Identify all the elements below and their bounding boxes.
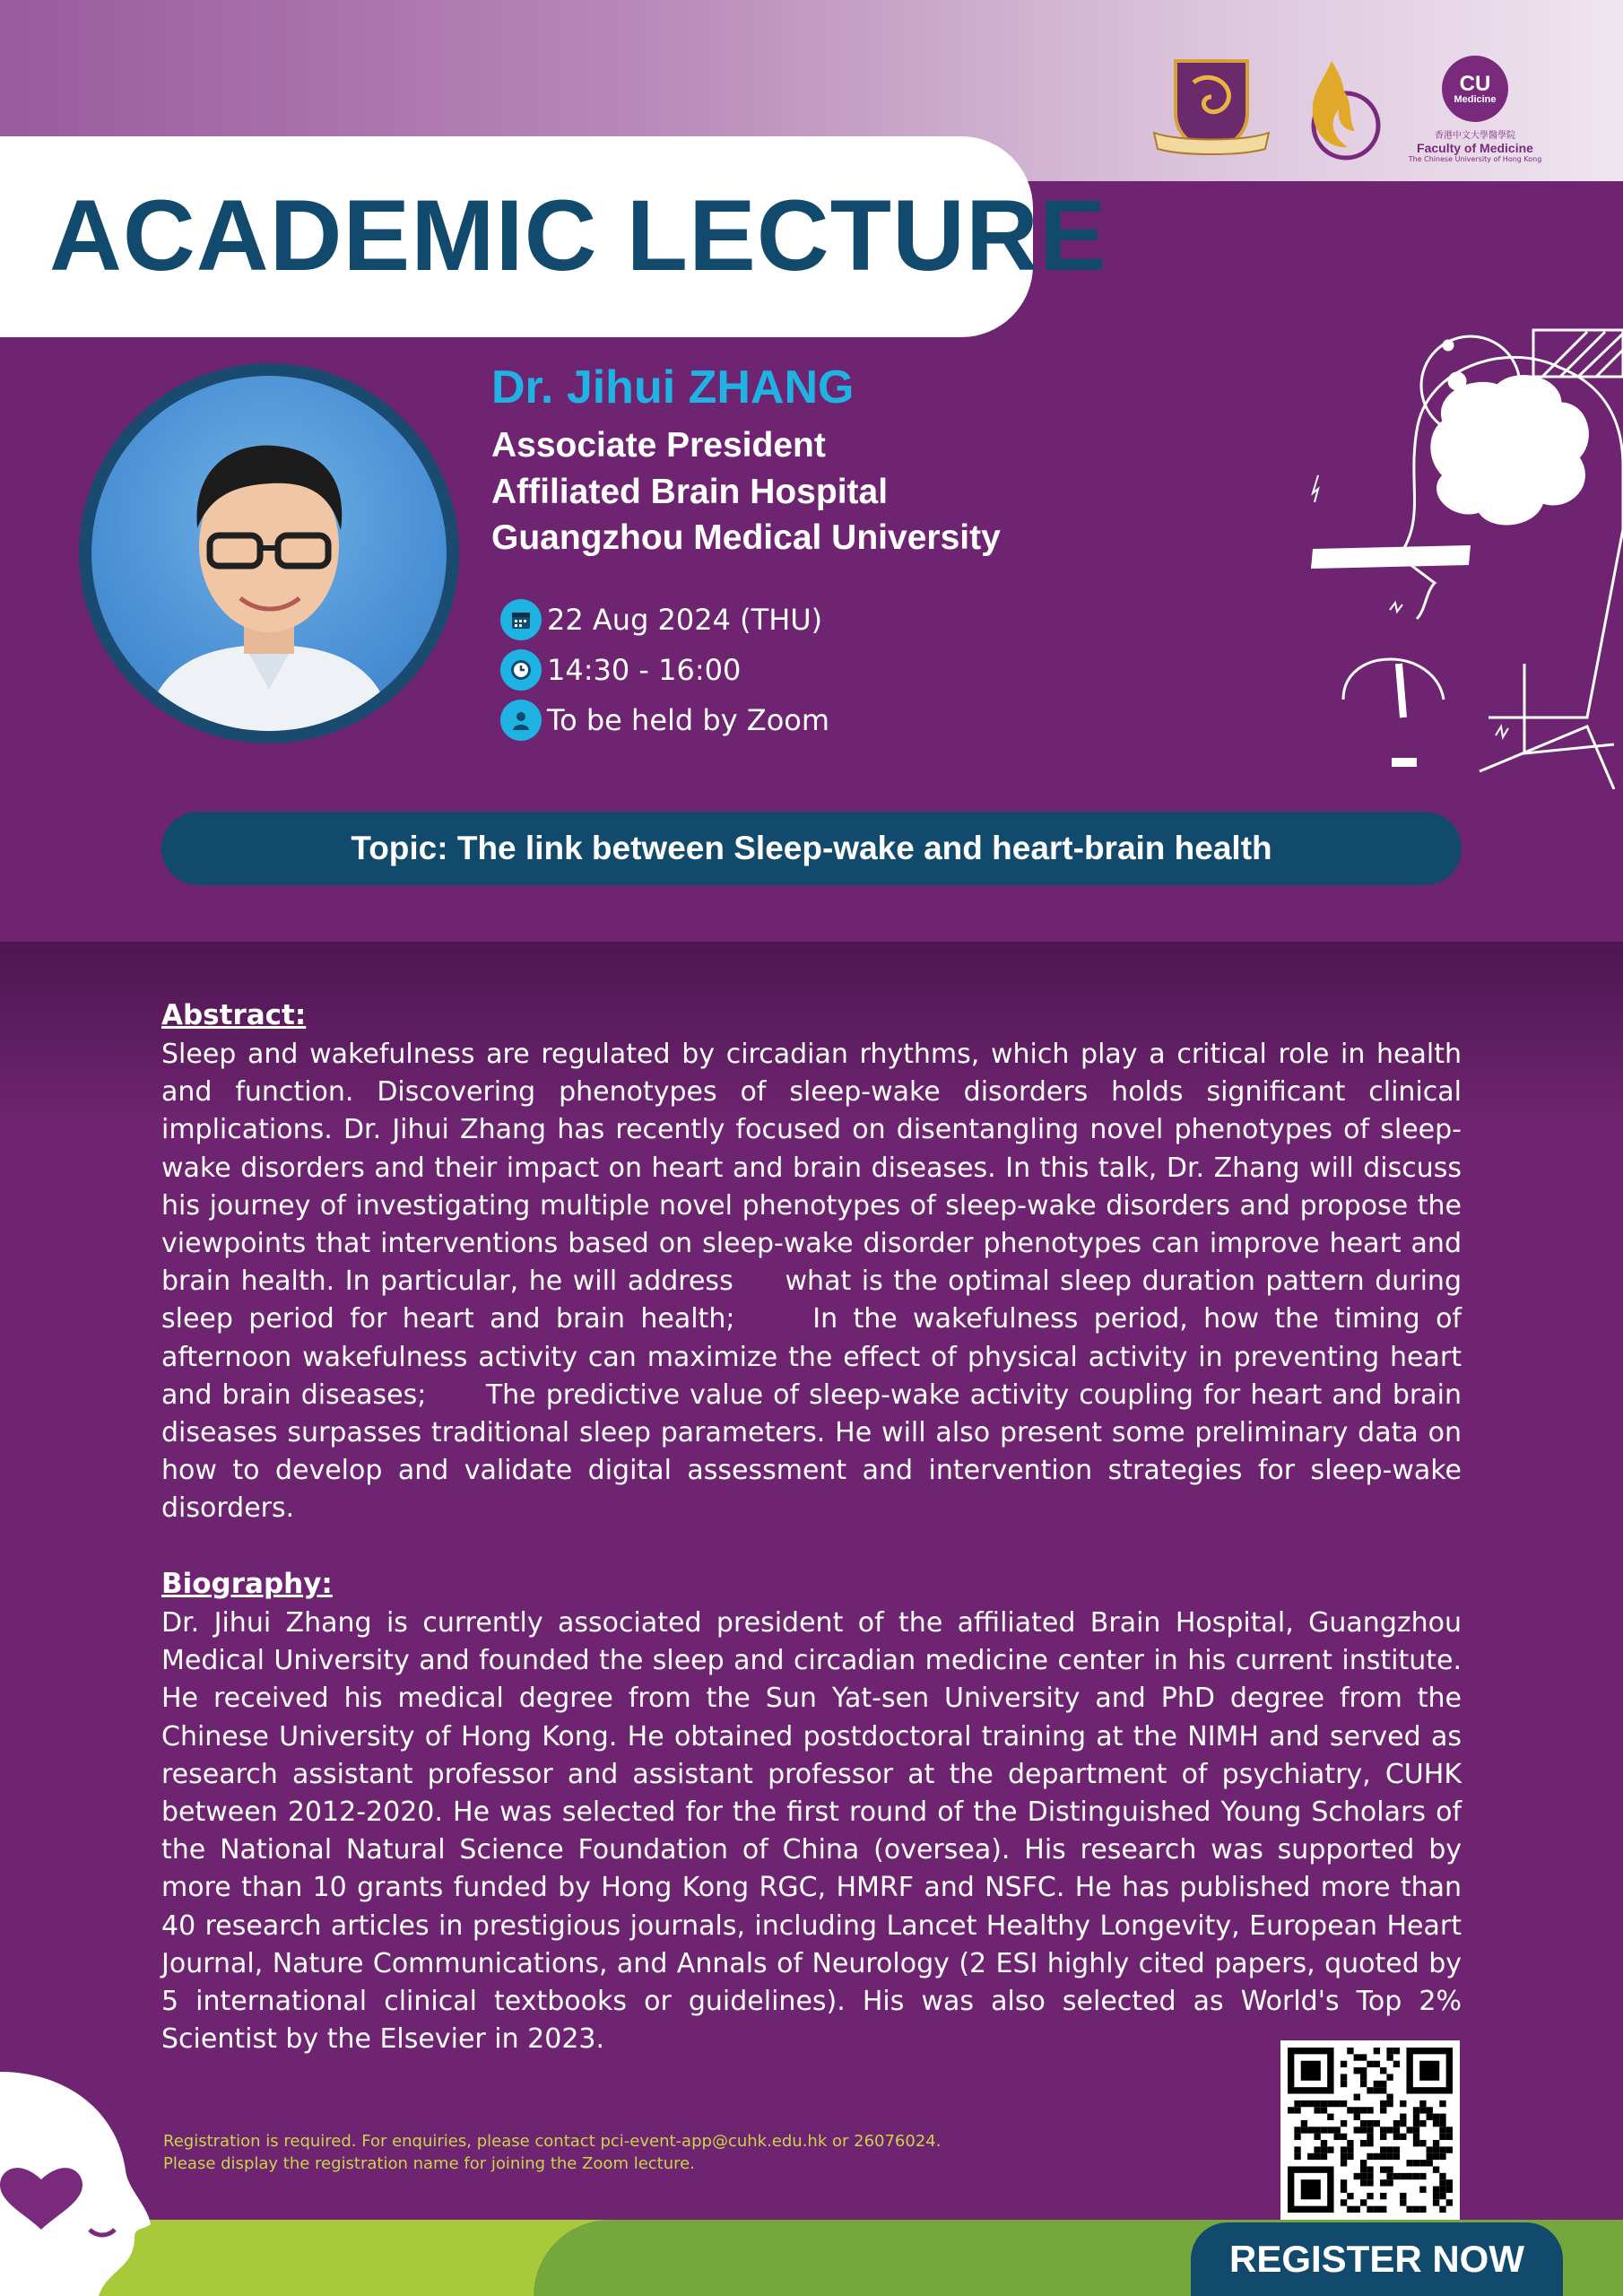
event-date: 22 Aug 2024 (THU)	[547, 603, 823, 637]
cu-badge-big: CU	[1459, 71, 1491, 96]
speaker-organization-1: Affiliated Brain Hospital	[491, 473, 889, 511]
speaker-organization-2: Guangzhou Medical University	[491, 518, 1001, 557]
event-venue: To be held by Zoom	[547, 703, 830, 737]
brain-head-illustration-icon	[1291, 323, 1623, 789]
speaker-photo-frame	[79, 363, 459, 744]
event-venue-row	[500, 700, 829, 741]
qr-code-icon	[1288, 2048, 1453, 2213]
register-now-button[interactable]	[1191, 2222, 1563, 2296]
cu-faculty-name: Faculty of Medicine	[1417, 141, 1533, 155]
biography-text: Dr. Jihui Zhang is currently associated president of the affiliated Brain Hospital, Guangzhou Medical University and founded the sleep and circadian medicine center in his current institute. He received his medical degree from the Sun Yat-sen University and PhD degree from the Chinese University of Hong Kong. He obtained postdoctoral training at the NIMH and served as research assistant professor and assistant professor at the department of psychiatry, CUHK between 2012-2020. He was selected for the first round of the Distinguished Young Scholars of the National Natural Science Foundation of China (oversea). His research was supported by more than 10 grants funded by Hong Kong RGC, HMRF and NSFC. He has published more than 40 research articles in prestigious journals, including Lancet Healthy Longevity, European Heart Journal, Nature Communications, and Annals of Neurology (2 ESI highly cited papers, quoted by 5 international clinical textbooks or guidelines). His was also selected as World's Top 2% Scientist by the Elsevier in 2023.	[161, 1607, 1462, 2056]
logo-group	[1150, 56, 1542, 172]
abstract-heading: Abstract:	[161, 999, 307, 1031]
registration-note-line-2: Please display the registration name for joining the Zoom lecture.	[163, 2154, 695, 2173]
topic-text: Topic: The link between Sleep-wake and heart-brain health	[351, 830, 1272, 866]
registration-note-line-1: Registration is required. For enquiries, please contact pci-event-app@cuhk.edu.hk or 26076024.	[163, 2132, 942, 2151]
event-time: 14:30 - 16:00	[547, 653, 742, 687]
registration-note	[163, 2130, 941, 2175]
cu-medicine-logo	[1408, 56, 1542, 172]
brain-hospital-flame-icon	[1296, 56, 1389, 161]
event-date-row	[500, 599, 822, 640]
calendar-icon	[500, 599, 542, 640]
cuhk-crest-icon	[1150, 56, 1272, 161]
speaker-photo	[91, 376, 447, 731]
speaker-position: Associate President	[491, 426, 826, 465]
head-heart-icon	[0, 2072, 157, 2296]
cu-medicine-logo-icon	[1442, 56, 1508, 122]
registration-qr-code[interactable]	[1280, 2040, 1460, 2220]
cu-chinese-name: 香港中文大學醫學院	[1435, 131, 1515, 141]
register-now-label: REGISTER NOW	[1228, 2238, 1524, 2280]
cu-badge-small: Medicine	[1454, 93, 1497, 105]
person-icon	[500, 700, 542, 741]
speaker-portrait-icon	[91, 376, 447, 731]
biography-heading: Biography:	[161, 1568, 333, 1600]
event-time-row	[500, 649, 741, 691]
speaker-name: Dr. Jihui ZHANG	[491, 361, 855, 413]
clock-icon	[500, 649, 542, 691]
cu-university-name: The Chinese University of Hong Kong	[1408, 155, 1542, 163]
abstract-text: Sleep and wakefulness are regulated by circadian rhythms, which play a critical role in health and function. Discovering phenotypes of sleep-wake disorders holds significant clinical implications. Dr. Jihui Zhang has recently focused on disentangling novel phenotypes of sleep-wake disorders and their impact on heart and brain diseases. In this talk, Dr. Zhang will discuss his journey of investigating multiple novel phenotypes of sleep-wake disorders and propose the viewpoints that interventions based on sleep-wake disorder phenotypes can improve heart and brain health. In particular, he will address what is the optimal sleep duration pattern during sleep period for heart and brain health; In the wakefulness period, how the timing of afternoon wakefulness activity can maximize the effect of physical activity in preventing heart and brain diseases; The predictive value of sleep-wake activity coupling for heart and brain diseases surpasses traditional sleep parameters. He will also present some preliminary data on how to develop and validate digital assessment and intervention strategies for sleep-wake disorders.	[161, 1039, 1462, 1525]
topic-bar	[161, 812, 1462, 885]
page-title: ACADEMIC LECTURE	[49, 179, 1107, 291]
leaf-icon	[1490, 52, 1517, 88]
